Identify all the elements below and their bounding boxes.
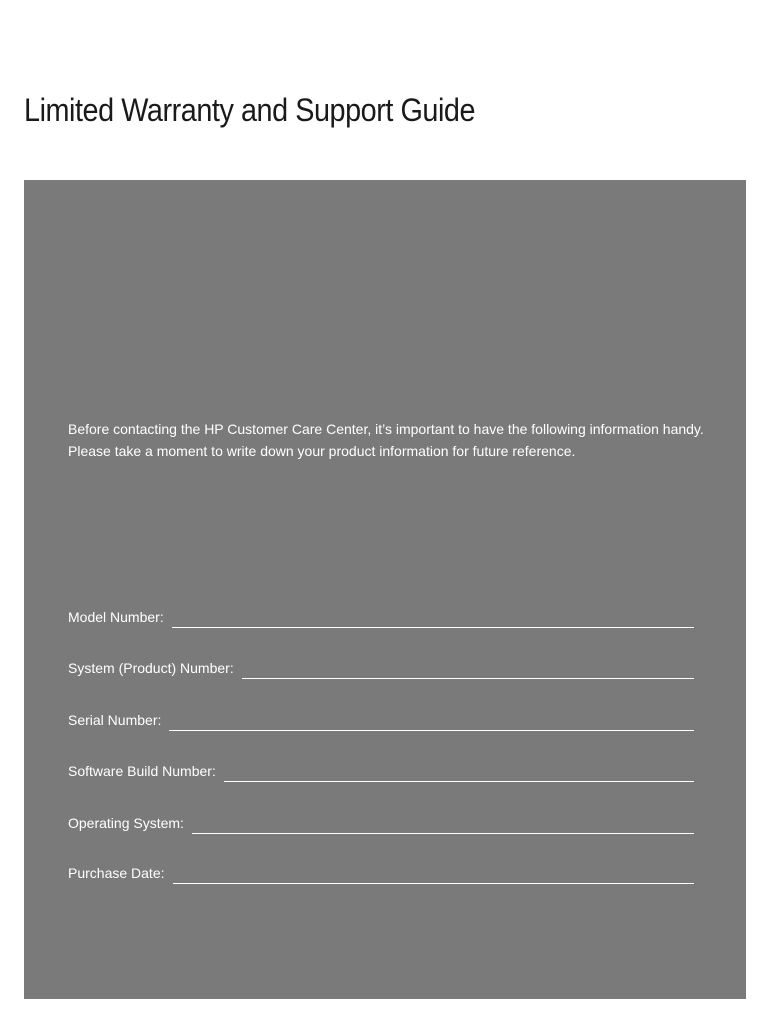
purchase-date-field[interactable] — [68, 860, 694, 882]
serial-number-label: Serial Number: — [68, 712, 162, 728]
serial-number-blank[interactable] — [169, 714, 694, 731]
product-info-panel — [24, 180, 746, 999]
operating-system-field[interactable] — [68, 810, 694, 832]
model-number-label: Model Number: — [68, 609, 164, 625]
purchase-date-blank[interactable] — [173, 867, 695, 884]
model-number-blank[interactable] — [172, 611, 694, 628]
intro-paragraph: Please take a moment to write down your product information for future reference. — [68, 443, 576, 459]
purchase-date-label: Purchase Date: — [68, 865, 165, 881]
operating-system-label: Operating System: — [68, 815, 184, 831]
system-product-number-label: System (Product) Number: — [68, 660, 234, 676]
page-title: Limited Warranty and Support Guide — [24, 92, 476, 128]
software-build-number-label: Software Build Number: — [68, 763, 216, 779]
serial-number-field[interactable] — [68, 707, 694, 729]
system-product-number-field[interactable] — [68, 655, 694, 677]
system-product-number-blank[interactable] — [242, 662, 694, 679]
operating-system-blank[interactable] — [192, 817, 694, 834]
software-build-number-blank[interactable] — [224, 765, 694, 782]
model-number-field[interactable] — [68, 604, 694, 626]
intro-text — [68, 418, 708, 462]
intro-paragraph: Before contacting the HP Customer Care Center, it’s important to have the following information handy. — [68, 421, 704, 437]
software-build-number-field[interactable] — [68, 758, 694, 780]
